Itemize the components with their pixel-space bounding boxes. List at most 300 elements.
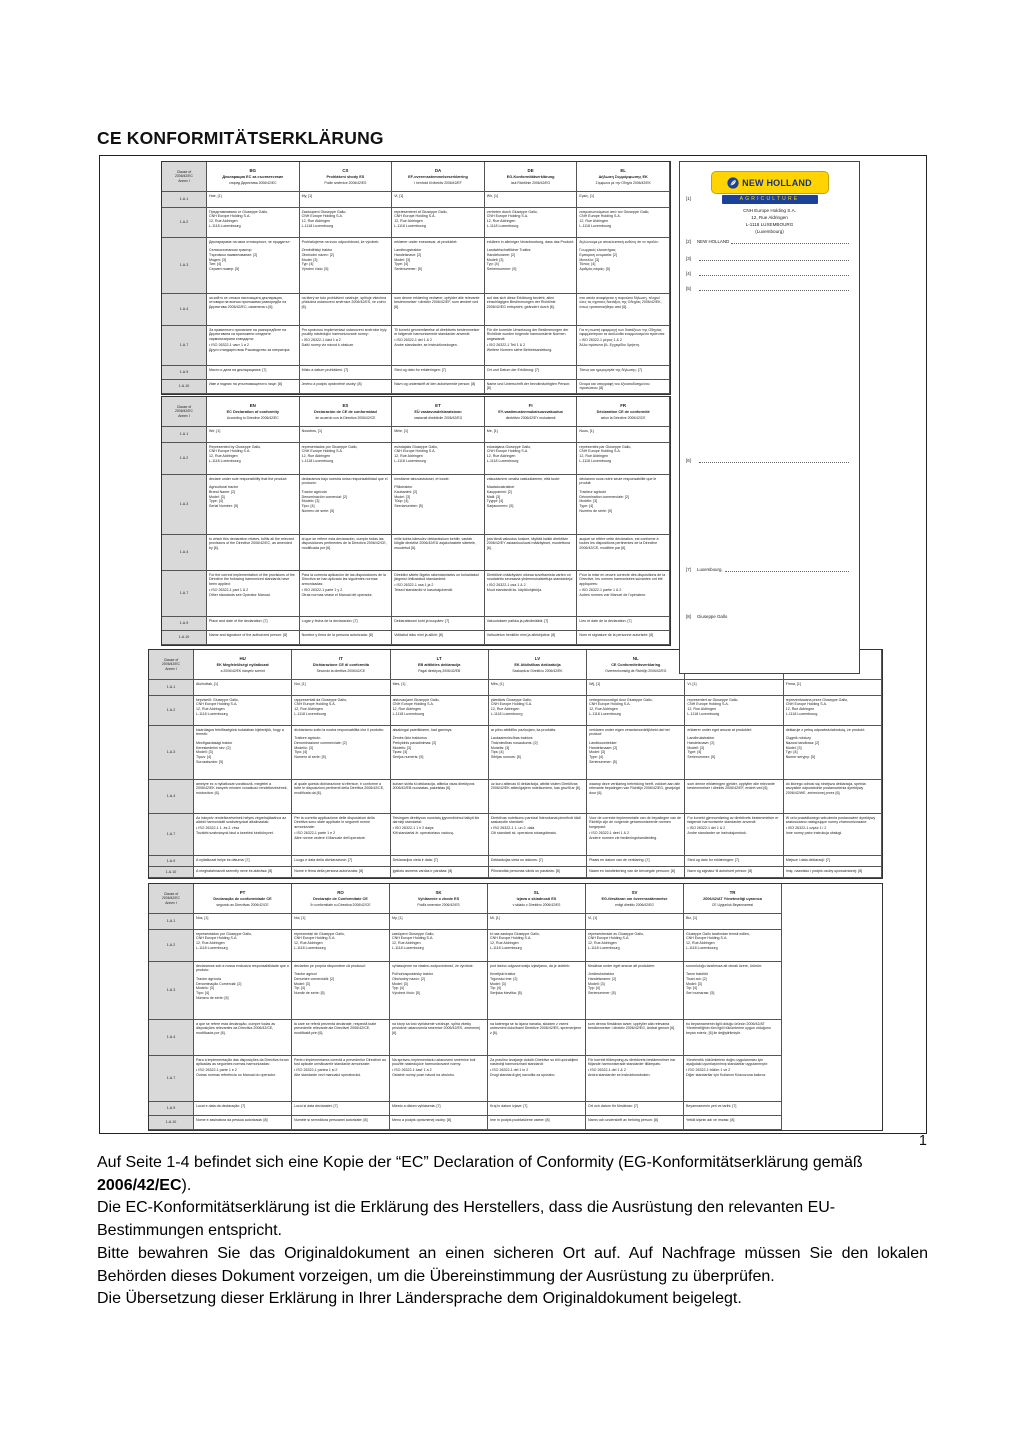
declaration-title: Prohlášení shody ES	[326, 174, 365, 179]
field-label: Luxembourg,	[697, 567, 723, 572]
declaration-cell	[292, 856, 390, 867]
declaration-cell-line: 12, Rue Aldringen	[392, 940, 421, 945]
declaration-cell-line: Декларираме на своя отговорност, че продуктът:	[209, 239, 291, 244]
declaration-cell-line: L-1118 Luxembourg	[687, 711, 720, 716]
declaration-cell	[488, 914, 586, 930]
declaration-cell-line: CNH Europe Holding S.A.	[579, 449, 621, 454]
declaration-cell-line: Handelsnaam: [2]	[589, 745, 618, 750]
declaration-cell-line: auquel se réfère cette déclaration, est conforme à toutes les dispositions pertinentes de la Directive 2006/42/CE, modifiée par [6].	[579, 536, 659, 550]
language-code: IT	[338, 655, 343, 661]
declaration-cell-line: Όνομα και υπογραφή του εξουσιοδοτημένου προσώπου: [8]	[579, 381, 650, 391]
declaration-cell-line: Kraj in datum izjave: [7]	[490, 1103, 528, 1108]
declaration-cell-line: Meno a podpis oprávnenej osoby: [8]	[392, 1117, 451, 1122]
declaration-cell	[194, 962, 292, 1020]
new-holland-leaf-icon	[727, 177, 739, 189]
declaration-cell	[292, 930, 390, 962]
declaration-cell	[685, 696, 783, 726]
declaration-cell	[488, 962, 586, 1020]
declaration-cell-line: Dénomination commerciale: [2]	[579, 494, 629, 499]
annex-clause-header-line: Annex I	[178, 178, 190, 183]
declaration-title: Vyhlásenie o zhode ES	[417, 896, 460, 901]
empty-cell	[782, 1116, 882, 1130]
declaration-cell-line: vyhlasujeme na vlastnú zodpovednosť, že výrobok:	[392, 963, 474, 968]
declaration-cell-line: Nombre y firma de la persona autorizada: [8]	[301, 632, 373, 637]
declaration-cell	[300, 571, 393, 617]
declaration-cell-line: 12, Rue Aldringen	[785, 706, 815, 711]
declaration-cell-line: • ISO 26322-1 parte 1 e 2	[196, 1068, 237, 1073]
declaration-cell-line: Nous, [1]	[579, 428, 594, 433]
declaration-cell	[489, 680, 587, 696]
declaration-title: Декларация ЕС за съответствие	[222, 174, 284, 179]
declaration-cell-line: L-1118 Luxembourg	[301, 223, 334, 228]
dotted-line	[731, 238, 849, 244]
declaration-subtitle: I henhold til direktiv 2006/42/EF	[414, 180, 462, 185]
declaration-cell-line: Kereskedelmi név: [2]	[196, 745, 231, 750]
declaration-cell-line: • ISO 26322-1 osa 1 & 2	[486, 583, 526, 588]
declaration-cell-line: Model: [3]	[686, 981, 702, 986]
declaration-cell-line: Сериен номер: [5]	[209, 266, 240, 271]
declaration-subtitle: Σύμφωνα με την Οδηγία 2006/42/ΕΚ	[595, 180, 651, 185]
annex-clause-header-line: Annex I	[165, 666, 177, 671]
declaration-cell-line: Para la correcta aplicación de las disposiciones de la Directiva se han aplicado las siguientes normas armonizadas:	[301, 572, 386, 586]
language-code: ET	[435, 402, 441, 408]
declaration-cell-line: Serijos numeris: [5]	[392, 754, 424, 759]
declaration-cell-line: Numéro de série: [5]	[579, 508, 612, 513]
declaration-cell	[300, 475, 393, 535]
declaration-cell-line: CNH Europe Holding S.A.	[579, 214, 621, 219]
dotted-line	[699, 285, 849, 291]
annex-row-label: 1.A.10	[162, 631, 207, 645]
declaration-cell	[489, 814, 587, 856]
declaration-subtitle: segundo as Directivas 2006/42/CE	[216, 902, 269, 907]
declaration-cell-line: declarăm pe propria răspundere că produsul:	[294, 963, 366, 968]
declaration-cell-line: Modelis: [3]	[490, 745, 510, 750]
declaration-cell-line: My, [1]	[301, 193, 313, 198]
declaration-subtitle: vastavalt direktiivile 2006/42/EÜ	[413, 415, 463, 420]
annex-row-label: 1.A.1	[162, 192, 207, 208]
declaration-cell-line: Τόπος και ημερομηνία της δήλωσης: [7]	[579, 367, 643, 372]
declaration-cell	[577, 208, 670, 238]
declaration-subtitle: Pagal direktyvą 2006/42/EB	[418, 668, 461, 673]
company-address	[680, 207, 859, 235]
declaration-cell-line: 12, Rue Aldringen	[294, 706, 323, 711]
declaration-cell-line: Type: [4]	[394, 262, 408, 267]
declaration-cell	[391, 856, 489, 867]
declaration-cell-line: jota tämä vakuutus koskee, täyttää kaikki direktiivin 2006/42/EY asiaankuuluvat määräykset, muutettuna [6].	[486, 536, 571, 550]
declaration-cell	[784, 856, 882, 867]
declaration-cell-line: Nós, [1]	[196, 915, 209, 920]
declaration-cell-line: Kiti standartai žr. operatoriaus vadovą.	[392, 831, 454, 836]
page-title: CE KONFORMITÄTSERKLÄRUNG	[97, 128, 384, 148]
declaration-cell	[207, 380, 300, 394]
declaration-cell	[292, 1116, 390, 1130]
declaration-cell-line: atstovaujami Giuseppe Gallo,	[392, 697, 440, 702]
declaration-cell	[485, 366, 578, 380]
declaration-cell-line: Sted og dato for erklæringen: [7]	[394, 367, 446, 372]
declaration-cell-line: CNH Europe Holding S.A.	[209, 214, 251, 219]
declaration-cell	[300, 294, 393, 326]
declaration-cell-line: Inne normy patrz instrukcja obsługi.	[785, 831, 843, 836]
language-code: HU	[239, 655, 246, 661]
declaration-cell-line: L-1118 Luxembourg	[209, 458, 241, 463]
declaration-cell	[485, 443, 578, 475]
declaration-cell-line: δηλώνουμε με αποκλειστική ευθύνη ότι το προϊόν:	[579, 239, 659, 244]
declaration-cell-line: Jordbrukstraktor	[588, 972, 614, 977]
declaration-cell-line: CNH Europe Holding S.A.	[196, 702, 238, 707]
declaration-cell-line: L-1118 Luxembourg	[486, 458, 519, 463]
declaration-cell-line: la care se referă prezenta declarație, respectă toate prevederile relevante ale Directivei 2006/42/CE, modificată prin [6].	[294, 1021, 377, 1035]
declaration-cell	[390, 914, 488, 930]
declaration-cell-line: • ISO 26322-1 časť 1 a 2	[392, 1068, 432, 1073]
declaration-cell-line: kuriam skirta ši deklaracija, atitinka visas direktyvos 2006/42/EB nuostatas, pakeistas [6].	[392, 781, 475, 791]
language-column-header	[194, 650, 292, 680]
language-code: FI	[528, 402, 533, 408]
declaration-cell-line: Jméno a podpis oprávněné osoby: [8]	[301, 381, 362, 386]
declaration-cell-line: rappresentati da Giuseppe Gallo,	[294, 697, 348, 702]
declaration-cell-line: Trattore agricolo	[294, 736, 321, 741]
declaration-cell	[300, 617, 393, 631]
declaration-cell-line: Ort och datum för försäkran: [7]	[588, 1103, 638, 1108]
declaration-cell-line: erklærer under eget ansvar at produktet:	[687, 727, 752, 732]
annex-row-label: 1.A.4	[149, 780, 194, 814]
declaration-cell-line: • ISO 26322-1 bölüm 1 ve 2	[686, 1068, 731, 1073]
declaration-cell-line: Serijska številka: [5]	[490, 990, 522, 995]
declaration-cell	[392, 475, 485, 535]
declaration-cell-line: Sorozatszám: [5]	[196, 759, 223, 764]
declaration-cell	[489, 780, 587, 814]
declaration-cell-line: L-1118 Luxembourg	[196, 945, 228, 950]
declaration-cell-line: • ISO 26322-1 part 1 & 2	[209, 588, 249, 593]
declaration-cell-line: Other standards see Operator Manual.	[209, 592, 271, 597]
declaration-cell-line: Plaats en datum van de verklaring: [7]	[589, 857, 650, 862]
declaration-cell	[207, 617, 300, 631]
declaration-cell	[392, 380, 485, 394]
footer-p1-text: Auf Seite 1-4 befindet sich eine Kopie der “EC” Declaration of Conformity (EG-Konformitätserklärung gemäß	[97, 1154, 863, 1171]
declaration-cell	[292, 696, 390, 726]
declaration-cell-line: 12, Rue Aldringen	[589, 706, 618, 711]
language-column-header	[292, 650, 390, 680]
declaration-cell-line: CNH Europe Holding S.A.	[588, 936, 630, 941]
declaration-title: EF-overensstemmelseserklæring	[408, 174, 468, 179]
declaration-cell-line: L-1118 Luxembourg	[579, 223, 612, 228]
annex-row-label: 1.A.3	[149, 726, 194, 780]
declaration-cell-line: Místo a datum prohlášení: [7]	[301, 367, 349, 372]
declaration-cell-line: repræsenteret af Giuseppe Gallo,	[394, 209, 448, 214]
declaration-cell-line: atsakingai pareiškiame, kad gaminys:	[392, 727, 453, 732]
dotted-line	[699, 457, 849, 463]
footer-paragraph-3: Bitte bewahren Sie das Originaldokument an einen sicheren Ort auf. Auf Nachfrage müssen Sie den lokalen Behörden dieses Dokument vorzeigen, um die Übereinstimmung der Ausrüstung zu überprüfen.	[97, 1244, 928, 1285]
declaration-title: Declarație de Conformitate CE	[313, 896, 368, 901]
declaration-cell-line: CNH Europe Holding S.A.	[486, 214, 529, 219]
annex-clause-header	[149, 650, 194, 680]
declaration-cell-line: Andra standarder se instruktionsboken.	[588, 1073, 651, 1078]
fill-in-field	[686, 457, 849, 463]
declaration-cell-line: 12, Rue Aldringen	[486, 218, 516, 223]
declaration-cell-line: do którego odnosi się niniejsza deklaracja, spełnia wszystkie odpowiednie postanowienia dyrektywy 2006/42/WE, zmienionej przez [6].	[785, 781, 866, 795]
declaration-cell-line: • ISO 26322-1 część 1 i 2	[785, 826, 827, 831]
declaration-cell	[485, 427, 578, 443]
declaration-cell	[489, 696, 587, 726]
declaration-cell	[194, 914, 292, 930]
declaration-cell	[207, 294, 300, 326]
declaration-cell	[392, 535, 485, 571]
annex-row-label: 1.A.7	[149, 814, 194, 856]
annex-row-label: 1.A.2	[149, 930, 194, 962]
declaration-cell-line: L-1118 Luxembourg	[392, 945, 424, 950]
dotted-line	[699, 255, 849, 261]
declaration-cell-line: Μοντέλο: [3]	[579, 257, 599, 262]
language-code: ES	[342, 402, 349, 408]
declaration-cell	[587, 867, 685, 878]
declaration-cell	[577, 631, 670, 645]
annex-clause-header	[162, 162, 207, 192]
declaration-subtitle: CE Uygunluk Beyannamesi	[711, 902, 754, 907]
declaration-cell-line: Model: [3]	[209, 494, 225, 499]
footer-paragraph-2: Die EC-Konformitätserklärung ist die Erklärung des Herstellers, dass die Ausrüstung den relevanten EU-Bestimmungen entspricht.	[97, 1199, 836, 1240]
declaration-cell-line: Andre standarder, se instruktionsbogen.	[394, 343, 458, 348]
declaration-cell-line: Número de série: [5]	[196, 995, 229, 1000]
declaration-cell-line: pod lastno odgovornostjo izjavljamo, da je izdelek:	[490, 963, 570, 968]
declaration-cell-line: Kaubanimi: [2]	[394, 489, 418, 494]
declaration-cell-line: bu beyannamenin ilgili olduğu ürünün 2006/42/AT Yönetmeliğinin tüm ilgili hükümlerine uygun olduğunu beyan ederiz, [6] ile değiştirilmiştir.	[686, 1021, 771, 1035]
declaration-title: 2006/42/AT Yönetmeliği uyarınca	[703, 896, 762, 901]
annex-clause-header-line: Clause of	[176, 404, 192, 409]
language-code: RO	[337, 889, 344, 895]
declaration-cell-line: Wir, [1]	[486, 193, 498, 198]
declaration-cell-line: Kmetijski traktor	[490, 972, 516, 977]
language-code: NL	[632, 655, 639, 661]
declaration-cell-line: A nyilatkozat helye és dátuma: [7]	[196, 857, 250, 862]
fill-in-field	[686, 238, 849, 244]
annex-row-label: 1.A.9	[162, 366, 207, 380]
declaration-cell	[292, 962, 390, 1020]
declaration-cell-line: CNH Europe Holding S.A.	[394, 214, 436, 219]
declaration-cell-line: som denne erklæring vedrører, opfylder alle relevante bestemmelser i direktiv 2006/42/EF, som ændret ved [6].	[394, 295, 480, 309]
declaration-cell	[684, 1116, 782, 1130]
declaration-cell	[586, 1102, 684, 1116]
declaration-cell-line: 12, Rue Aldringen	[490, 706, 520, 711]
language-code: SV	[631, 889, 638, 895]
declaration-cell-line: Yetkili kişinin adı ve imzası: [8]	[686, 1117, 735, 1122]
declaration-cell-line: Tractor agrícola	[196, 976, 222, 981]
declaration-cell-line: • ISO 26322-1 1. un 2. daļa	[490, 826, 535, 831]
declaration-cell-line: Valtuutetun henkilön nimi ja allekirjoitus: [8]	[486, 632, 556, 637]
declaration-cell	[784, 696, 882, 726]
declaration-subtitle: selon la Directive 2006/42/CE	[600, 415, 646, 420]
declaration-cell-line: L-1118 Luxembourg	[486, 223, 519, 228]
declaration-cell-line: Ticari adı: [2]	[686, 976, 707, 981]
annex-row-label: 1.A.10	[149, 867, 194, 878]
declaration-cell	[392, 192, 485, 208]
declaration-subtitle: laut Richtlinie 2006/42/EG	[510, 180, 551, 185]
declaration-cell	[684, 962, 782, 1020]
declaration-cell-line: Mes, [1]	[392, 681, 406, 686]
annex-row-label: 1.A.1	[162, 427, 207, 443]
declaration-cell	[488, 930, 586, 962]
declaration-cell-line: declaramos sob a nossa exclusiva responsabilidade que o produto:	[196, 963, 289, 973]
declaration-title: Δήλωση Συμμόρφωσης ΕΚ	[598, 174, 648, 179]
language-column-header	[587, 650, 685, 680]
declaration-cell-line: Serienummer: [5]	[588, 990, 616, 995]
declaration-cell-line: • ISO 26322-1 deel 1 & 2	[589, 831, 629, 836]
declaration-title: EK Megfelelőségi nyilatkozat	[216, 662, 269, 667]
declaration-subtitle: enligt direktiv 2006/42/EG	[615, 902, 654, 907]
declaration-cell-line: Modèle: [3]	[579, 499, 598, 504]
declaration-cell	[587, 780, 685, 814]
declaration-cell	[577, 571, 670, 617]
declaration-cell-line: Други стандарти виж Ръководство за оператора.	[209, 347, 291, 352]
declaration-cell-line: Sērijas numurs: [5]	[490, 754, 521, 759]
declaration-cell	[577, 617, 670, 631]
declaration-cell-line: L-1118 Luxembourg	[589, 711, 621, 716]
declaration-cell	[577, 192, 670, 208]
footer-p1-close: ).	[181, 1176, 192, 1194]
company-address-line: L-1118 LUXEMBOURG	[745, 222, 794, 228]
declaration-cell	[300, 208, 393, 238]
annex-row-label: 1.A.4	[162, 294, 207, 326]
fill-in-field	[686, 614, 849, 619]
annex-row-label: 1.A.3	[162, 238, 207, 294]
declaration-cell-line: Obchodný názov: [2]	[392, 976, 425, 981]
declaration-cell	[587, 680, 685, 696]
declaration-cell	[577, 475, 670, 535]
declaration-cell-line: 12, Rue Aldringen	[579, 453, 608, 458]
declaration-cell	[300, 192, 393, 208]
declaration-cell-line: Numele și semnătura persoanei autorizate: [8]	[294, 1117, 368, 1122]
company-address-line: (Luxembourg)	[755, 229, 784, 235]
declaration-cell-line: Γεωργικός ελκυστήρας	[579, 248, 616, 253]
declaration-title: EC Declaration of conformity	[226, 409, 279, 414]
declaration-cell-line: Model: [3]	[392, 981, 408, 986]
declaration-cell	[784, 867, 882, 878]
annex-row-label: 1.A.1	[149, 914, 194, 930]
declaration-cell	[485, 617, 578, 631]
declaration-cell-line: L-1118 Luxembourg	[579, 458, 612, 463]
declaration-cell	[485, 208, 578, 238]
annex-clause-header-line: 2006/42/EC	[175, 409, 193, 414]
field-reference-number: [6]	[686, 458, 691, 463]
declaration-cell-line: Denominación comercial: [2]	[301, 494, 347, 499]
field-label: Giuseppe Gallo	[697, 614, 728, 619]
declaration-cell-line: Výrobní číslo: [5]	[301, 266, 329, 271]
declaration-cell-line: 12, Rue Aldringen	[687, 706, 716, 711]
declaration-cell	[292, 814, 390, 856]
declaration-cell	[292, 867, 390, 878]
declaration-cell	[587, 696, 685, 726]
language-column-header	[207, 397, 300, 427]
declaration-cell-line: Deklaracijos vieta ir data: [7]	[392, 857, 438, 862]
declaration-cell-line: L-1118 Luxembourg	[394, 458, 426, 463]
declaration-cell-line: • ISO 26322-1 parte 1 y 2	[301, 588, 343, 593]
declaration-cell-line: vertreten durch Giuseppe Gallo,	[486, 209, 538, 214]
page-number: 1	[918, 1133, 927, 1149]
declaration-cell-line: sorumluluğu tarafımıza ait olmak üzere, ürünün:	[686, 963, 763, 968]
declaration-cell	[489, 726, 587, 780]
declaration-title: EB atitikties deklaracija	[417, 662, 461, 667]
declaration-cell	[292, 1056, 390, 1102]
declaration-cell-line: Εμπορική ονομασία: [2]	[579, 252, 617, 257]
declaration-cell-line: Andre standarder se instruksjonsbok.	[687, 831, 747, 836]
language-column-header	[485, 397, 578, 427]
field-reference-number: [7]	[686, 567, 691, 572]
declaration-cell	[207, 238, 300, 294]
declaration-cell-line: representados por Giuseppe Gallo,	[301, 444, 358, 449]
declaration-table-outer-box	[99, 155, 927, 1134]
declaration-cell-line: ki nas zastopa Giuseppe Gallo,	[490, 931, 540, 936]
declaration-cell-line: Otras normas véase el Manual del operador.	[301, 592, 373, 597]
declaration-cell	[292, 680, 390, 696]
declaration-cell-line: Muut standardit ks. käyttöohjekirja.	[486, 588, 543, 593]
footer-p1-directive: 2006/42/EC	[97, 1176, 182, 1194]
declaration-cell	[577, 535, 670, 571]
declaration-cell	[391, 780, 489, 814]
declaration-cell-line: Vakuutuksen paikka ja päivämäärä: [7]	[486, 618, 549, 623]
declaration-cell-line: Model: [3]	[490, 981, 506, 986]
annex-row-label: 1.A.2	[149, 696, 194, 726]
declaration-cell-line: Име и подпис на упълномощеното лице: [8]	[209, 381, 282, 386]
declaration-cell-line: Vi, [1]	[394, 193, 404, 198]
declaration-cell-line: Yönetmelik hükümlerinin doğru uygulanması için aşağıdaki uyumlaştırılmış standartlar uygulanmıştır:	[686, 1057, 769, 1067]
declaration-cell-line: Navn og signatur til autorisert person: [8]	[687, 868, 753, 873]
declaration-cell-line: uz kuru attiecas šī deklarācija, atbilst visiem Direktīvas 2006/42/EK attiecīgajiem noteikumiem, kas grozīti ar [6].	[490, 781, 581, 791]
declaration-cell-line: ar pilnu atbildību paziņojam, ka produkts:	[490, 727, 557, 732]
declaration-cell-line: Handelsname: [2]	[486, 252, 515, 257]
declaration-cell-line: Ние, [1]	[209, 193, 222, 198]
declaration-cell	[207, 366, 300, 380]
declaration-cell	[300, 326, 393, 366]
declaration-cell-line: Prohlašujeme na svou odpovědnost, že výrobek:	[301, 239, 380, 244]
declaration-cell	[685, 814, 783, 856]
declaration-cell-line: declare under sole responsibility that the product:	[209, 476, 288, 481]
declaration-cell-line: Name und Unterschrift der bevollmächtigten Person: [8]	[486, 381, 571, 391]
declaration-cell-line: Place and date of the declaration: [7]	[209, 618, 268, 623]
declaration-title: EK Atbilstības deklarācija	[514, 662, 561, 667]
declaration-cell-line: som denna försäkran avser, uppfyller alla relevanta bestämmelser i direktiv 2006/42/EG, ändrat genom [6].	[588, 1021, 676, 1031]
declaration-cell	[685, 726, 783, 780]
declaration-cell	[684, 930, 782, 962]
declaration-cell-line: 12, Rue Aldringen	[196, 940, 225, 945]
declaration-cell-line: declaramos bajo nuestra única responsabilidad que el producto:	[301, 476, 388, 486]
declaration-cell-line: Seerianumber: [5]	[394, 503, 423, 508]
declaration-cell-line: Na správnu implementáciu ustanovení smernice boli použité nasledujúce harmonizované normy:	[392, 1057, 476, 1067]
declaration-cell-line: For korrekt gjennomføring av direktivets bestemmelser er følgende harmoniserte standarder anvendt:	[687, 815, 779, 825]
declaration-cell-line: CNH Europe Holding S.A.	[301, 449, 343, 454]
declaration-cell-line: 12, Rue Aldringen	[486, 453, 516, 458]
declaration-cell-line: CNH Europe Holding S.A.	[392, 702, 434, 707]
declaration-cell-line: Noi, [1]	[294, 915, 306, 920]
declaration-cell-line: • ISO 26322-1 osa 1 ja 2	[394, 583, 434, 588]
language-column-header	[207, 162, 300, 192]
declaration-cell-line: Модел: [3]	[209, 257, 227, 262]
annex-row-label: 1.A.2	[162, 443, 207, 475]
declaration-cell-line: Mēs, [1]	[490, 681, 504, 686]
declaration-cell-line: Typ: [4]	[392, 986, 404, 991]
declaration-subtitle: според Директива 2006/42/ЕС	[229, 180, 277, 185]
declaration-cell-line: 12, Rue Aldringen	[392, 706, 422, 711]
declaration-cell-line: Andere normen zie bedieningshandleiding.	[589, 835, 658, 840]
declaration-cell-line: L-1118 Luxembourg	[490, 711, 523, 716]
declaration-cell	[194, 930, 292, 962]
declaration-table-block	[148, 883, 883, 1131]
empty-cell	[782, 930, 882, 962]
declaration-cell-line: Citi standarti sk. operatora rokasgrāmatu.	[490, 831, 557, 836]
declaration-cell-line: deklaruje z pełną odpowiedzialnością, że produkt:	[785, 727, 865, 732]
declaration-cell-line: Modello: [3]	[294, 745, 313, 750]
declaration-cell	[489, 867, 587, 878]
declaration-cell-line: Αριθμός σειράς: [5]	[579, 266, 610, 271]
language-code: EN	[249, 402, 256, 408]
declaration-cell-line: Sarjanumero: [5]	[486, 503, 514, 508]
